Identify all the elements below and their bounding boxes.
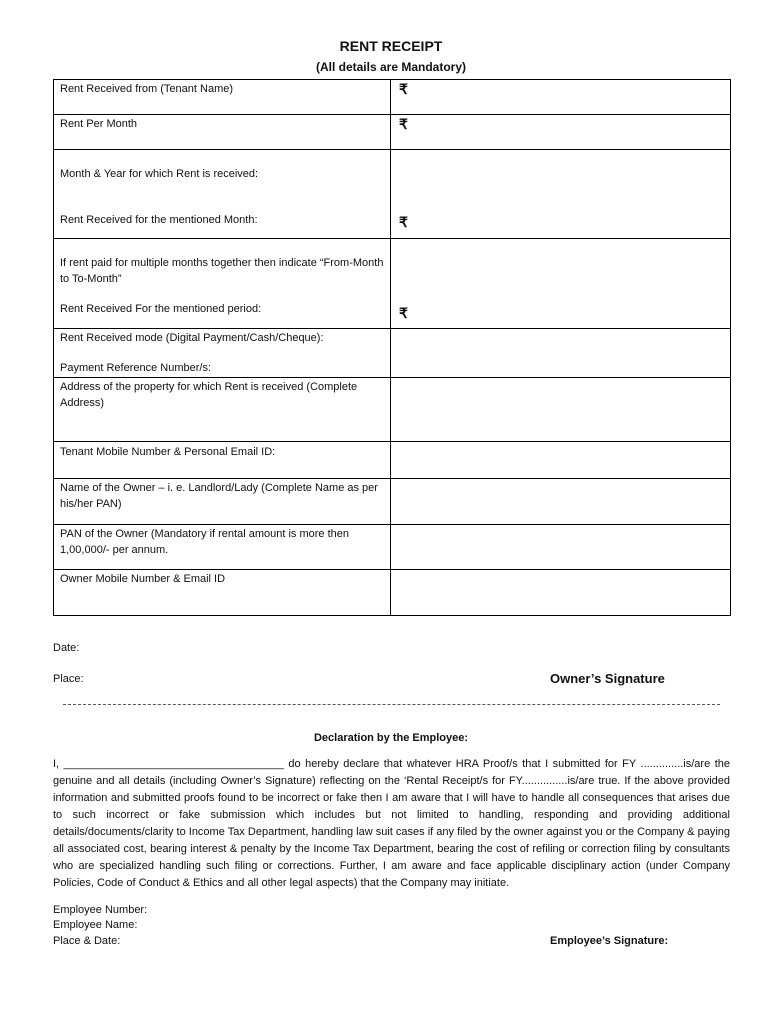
rupee-icon: ₹ [399,116,408,132]
table-row [54,570,731,616]
page-title: RENT RECEIPT [339,38,443,54]
month-rent-field[interactable] [391,150,731,239]
date-label: Date: [53,642,80,654]
place-date-label: Place & Date: [53,935,121,947]
employee-number-label: Employee Number: [53,904,148,916]
employee-signature-label: Employee’s Signature: [550,935,669,947]
rupee-icon: ₹ [399,305,408,321]
property-address-field[interactable] [391,378,731,442]
table-row [54,479,731,525]
month-year-label: Month & Year for which Rent is received: [60,168,259,180]
owner-contact-field[interactable] [391,570,731,616]
owner-pan-label: PAN of the Owner (Mandatory if rental amount is more then 1,00,000/- per annum. [54,525,391,570]
period-rent-field[interactable] [391,239,731,329]
rent-per-month-field[interactable] [391,115,731,150]
tenant-contact-label: Tenant Mobile Number & Personal Email ID: [54,442,391,479]
rent-mode-field[interactable] [391,329,731,378]
page-subtitle: (All details are Mandatory) [315,60,467,74]
table-row [54,115,731,150]
rent-mode-label: Rent Received mode (Digital Payment/Cash/Cheque): [60,332,324,344]
payment-ref-label: Payment Reference Number/s: [60,362,212,374]
owner-contact-label: Owner Mobile Number & Email ID [54,570,391,616]
property-address-label: Address of the property for which Rent is received (Complete Address) [54,378,391,442]
table-row [54,329,731,378]
table-row [54,80,731,115]
multiple-months-label: If rent paid for multiple months together then indicate “From-Month to To-Month” [60,257,384,285]
table-row [54,442,731,479]
declaration-title: Declaration by the Employee: [313,732,469,744]
tenant-name-label: Rent Received from (Tenant Name) [54,80,391,115]
owner-name-field[interactable] [391,479,731,525]
separator-line [63,704,720,705]
declaration-body: I, ____________________________________ do hereby declare that whatever HRA Proof/s that I submitted for FY ..............is/are the genuine and all details (including Owner’s Signature) reflecting on the ‘Rental Receipt/s for FY...............is/are true. If the above provided information and submitted proofs found to be incorrect or fake then I am aware that I will have to handle all consequences that arises due to such incorrect or fake submission which includes but not limited to handling, responding and providing additional details/documents/clarity to Income Tax Department, handling law suit cases if any filed by the owner against you or the Company & paying all associated cost, bearing interest & penalty by the Income Tax Department, bearing the cost of refiling or correction filing by consultants who are specialized handling such filing or corrections. Further, I am aware and face applicable disciplinary action (under Company Policies, Code of Conduct & Ethics and all other legal aspects) that the Company may initiate. [53,758,730,889]
rent-receipt-table [53,79,731,616]
table-row [54,239,731,329]
table-row [54,378,731,442]
employee-name-label: Employee Name: [53,919,138,931]
rupee-icon: ₹ [399,214,408,230]
owner-pan-field[interactable] [391,525,731,570]
place-label: Place: [53,673,84,685]
table-row [54,150,731,239]
tenant-name-field[interactable] [391,80,731,115]
rent-for-period-label: Rent Received For the mentioned period: [60,303,262,315]
owner-name-label: Name of the Owner – i. e. Landlord/Lady (Complete Name as per his/her PAN) [54,479,391,525]
table-row [54,525,731,570]
rupee-icon: ₹ [399,81,408,97]
rent-per-month-label: Rent Per Month [54,115,391,150]
owner-signature-label: Owner’s Signature [550,671,665,686]
tenant-contact-field[interactable] [391,442,731,479]
rent-for-month-label: Rent Received for the mentioned Month: [60,214,258,226]
